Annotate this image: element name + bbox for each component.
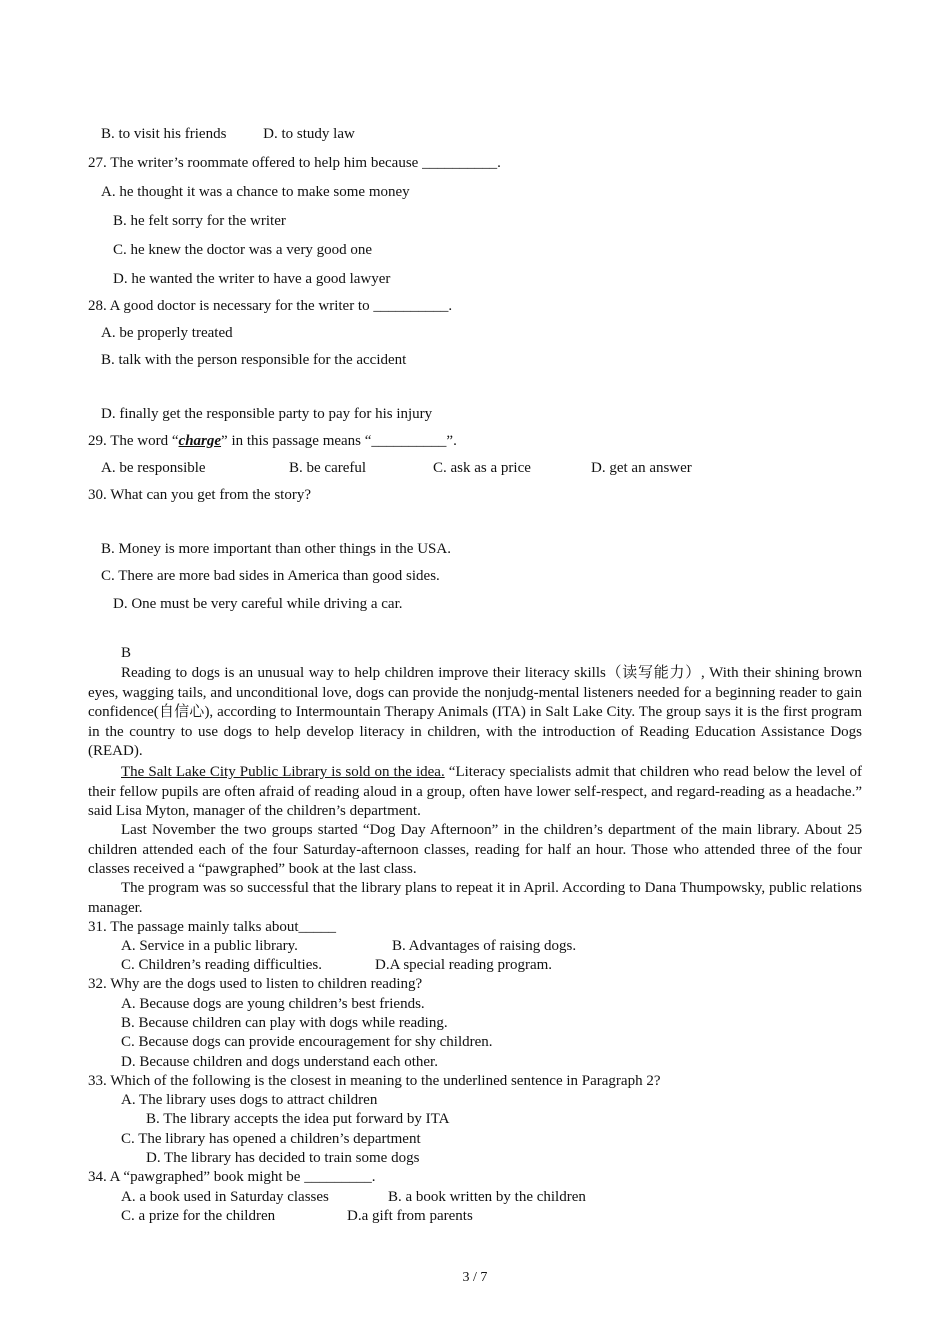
q27-option-d: D. he wanted the writer to have a good lawyer	[113, 271, 391, 287]
q31-option-b: B. Advantages of raising dogs.	[392, 938, 577, 954]
q30-option-c: C. There are more bad sides in America than good sides.	[101, 568, 440, 584]
q28-stem: 28. A good doctor is necessary for the writer to __________.	[88, 298, 453, 314]
q32-option-d: D. Because children and dogs understand each other.	[121, 1054, 438, 1070]
page-number: 3 / 7	[462, 1270, 488, 1285]
q26-option-d: D. to study law	[263, 126, 355, 142]
q27-option-c: C. he knew the doctor was a very good one	[113, 242, 373, 258]
q31-option-d: D.A special reading program.	[375, 957, 553, 973]
q34-option-d: D.a gift from parents	[347, 1208, 473, 1224]
q29-option-b: B. be careful	[289, 460, 367, 476]
q27-stem: 27. The writer’s roommate offered to help him because __________.	[88, 155, 501, 171]
q34-option-c: C. a prize for the children	[121, 1208, 276, 1224]
q29-option-c: C. ask as a price	[433, 460, 531, 476]
q31-option-a: A. Service in a public library.	[121, 938, 298, 954]
q32-option-a: A. Because dogs are young children’s best friends.	[121, 996, 425, 1012]
q26-option-b: B. to visit his friends	[101, 126, 227, 142]
q27-option-b: B. he felt sorry for the writer	[113, 213, 286, 229]
q33-option-a: A. The library uses dogs to attract children	[121, 1092, 378, 1108]
q29-option-d: D. get an answer	[591, 460, 692, 476]
q34-stem: 34. A “pawgraphed” book might be _________.	[88, 1169, 376, 1185]
q28-option-d: D. finally get the responsible party to pay for his injury	[101, 406, 433, 422]
q28-option-b: B. talk with the person responsible for the accident	[101, 352, 407, 368]
passage-b-paragraph-1: Reading to dogs is an unusual way to help children improve their literacy skills（读写能力）, With their shining brown eyes, wagging tails, and unconditional love, dogs can provide the nonjudg-mental listeners needed for a beginning reader to gain confidence(自信心), according to Intermountain Therapy Animals (ITA) in Salt Lake City. The group says it is the first program in the country to use dogs to help develop literacy in children, with the introduction of Reading Education Assistance Dogs (READ).	[88, 665, 862, 759]
section-b-heading: B	[121, 645, 132, 661]
q32-option-c: C. Because dogs can provide encouragement for shy children.	[121, 1034, 493, 1050]
q29-stem-pre: 29. The word “	[88, 433, 179, 449]
q30-stem: 30. What can you get from the story?	[88, 487, 311, 503]
q34-option-b: B. a book written by the children	[388, 1189, 586, 1205]
q29-stem	[88, 432, 457, 451]
q34-option-a: A. a book used in Saturday classes	[121, 1189, 329, 1205]
q29-option-a: A. be responsible	[101, 460, 206, 476]
q30-option-b: B. Money is more important than other things in the USA.	[101, 541, 451, 557]
q32-stem: 32. Why are the dogs used to listen to children reading?	[88, 976, 423, 992]
q29-stem-post: ” in this passage means “__________”.	[221, 433, 457, 449]
passage-b-paragraph-2	[88, 763, 862, 822]
q28-option-a: A. be properly treated	[101, 325, 233, 341]
q33-option-b: B. The library accepts the idea put forward by ITA	[146, 1111, 450, 1127]
passage-b-paragraph-4: The program was so successful that the library plans to repeat it in April. According to Dana Thumpowsky, public relations manager.	[88, 880, 862, 916]
q31-stem: 31. The passage mainly talks about_____	[88, 919, 337, 935]
q33-option-d: D. The library has decided to train some dogs	[146, 1150, 420, 1166]
underlined-sentence: The Salt Lake City Public Library is sold on the idea.	[121, 764, 445, 780]
q32-option-b: B. Because children can play with dogs while reading.	[121, 1015, 448, 1031]
passage-b-paragraph-3: Last November the two groups started “Dog Day Afternoon” in the children’s department of the main library. About 25 children attended each of the four Saturday-afternoon classes, reading for half an hour. Those who attended three of the four classes received a “pawgraphed” book at the last class.	[88, 822, 862, 877]
q26-options-bd	[101, 125, 355, 144]
q29-keyword: charge	[178, 433, 222, 449]
q31-option-c: C. Children’s reading difficulties.	[121, 957, 322, 973]
q33-stem: 33. Which of the following is the closest in meaning to the underlined sentence in Paragraph 2?	[88, 1073, 661, 1089]
q33-option-c: C. The library has opened a children’s department	[121, 1131, 421, 1147]
q30-option-d: D. One must be very careful while driving a car.	[113, 596, 403, 612]
q27-option-a: A. he thought it was a chance to make some money	[101, 184, 410, 200]
paragraph-2-rest: “Literacy specialists admit that children who read below the level of their fellow pupils are often afraid of reading aloud in a group, often have lower self-respect, and regard-reading as a headache.” said Lisa Myton, manager of the children’s department.	[88, 764, 862, 819]
